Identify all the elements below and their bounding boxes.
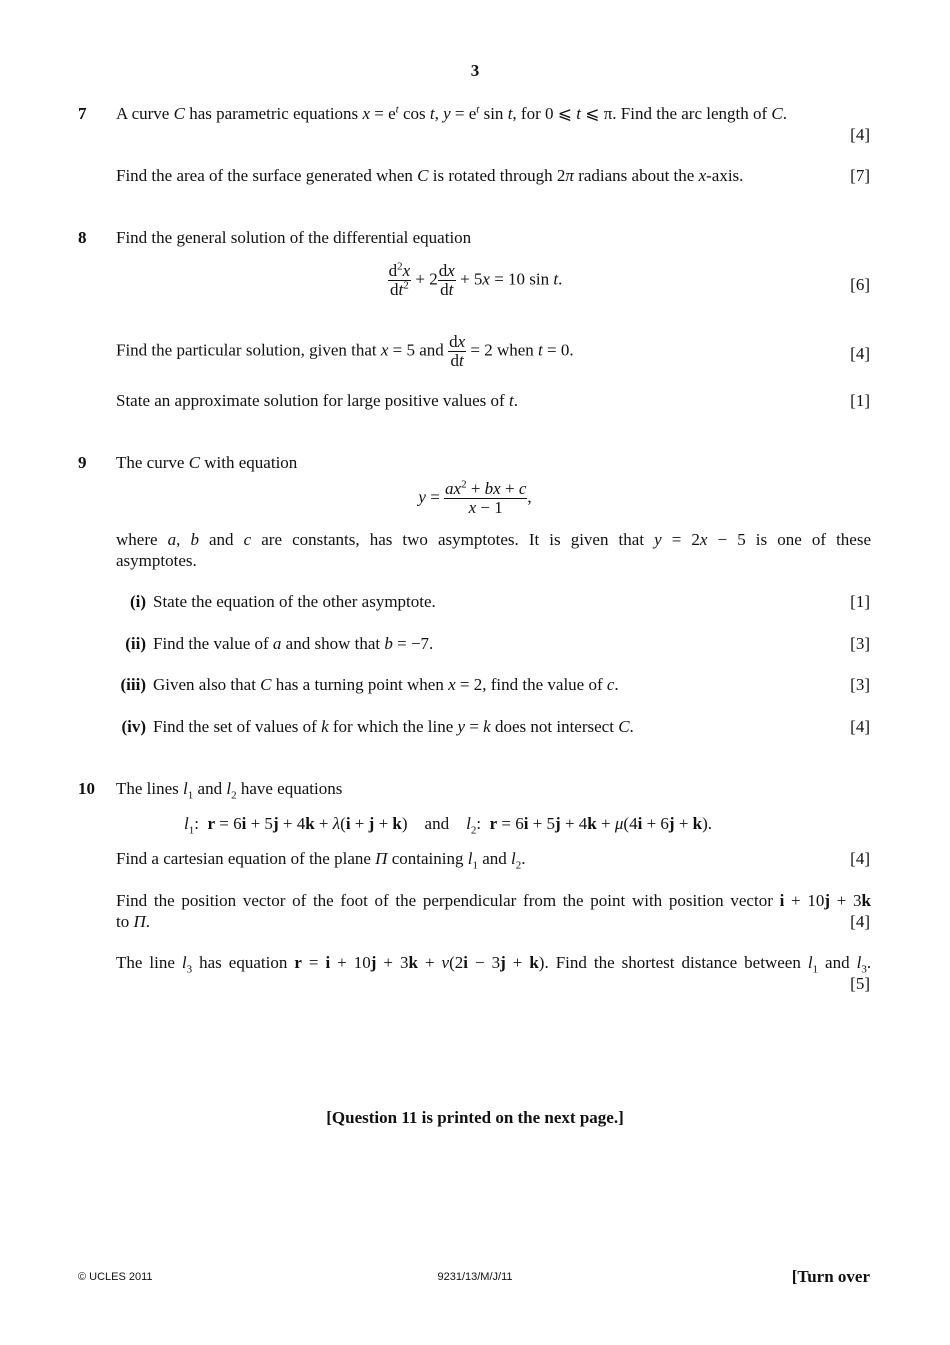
question-10-part2-text: Find the position vector of the foot of the perpendicular from the point with position vector i + 10j + 3k [116, 891, 871, 910]
question-7-part1-text: A curve C has parametric equations $x = e^t$ cos t, $y = e^t$ sin t, for 0 ⩽ t ⩽ π. Find the arc length of C. [116, 103, 788, 123]
question-9-curve-equation: y = $\frac{ax^2 + bx + c}{x - 1}$ , [418, 478, 532, 517]
footer-turn-over: [Turn over [791, 1267, 870, 1286]
question-8-particular-mark: [4] [850, 344, 870, 363]
question-7-part2-text: Find the area of the surface generated when C is rotated through 2π radians about the x-axis. [116, 166, 744, 185]
question-9-part-i: (i) State the equation of the other asymptote. [129, 592, 436, 611]
question-8-intro: Find the general solution of the differential equation [116, 228, 472, 247]
page-number: 3 [470, 61, 480, 80]
question-9-where-line1: where a, b and c are constants, has two asymptotes. It is given that y = 2x − 5 is one of these [116, 530, 871, 549]
question-10-number: 10 [78, 779, 95, 798]
question-9-part-iii-mark: [3] [850, 675, 870, 694]
question-10-part1-text: Find a cartesian equation of the plane Π containing $l_1$ and $l_2$. [116, 849, 526, 872]
question-8-number: 8 [78, 228, 87, 247]
question-8-particular-text: Find the particular solution, given that x = 5 and $\frac{dx}{dt}$ = 2 when t = 0. [116, 332, 574, 370]
question-10-part2-text-line2: to Π. [116, 912, 151, 931]
question-10-line-equations: $l_1$: r = 6i + 5j + 4k + λ(i + j + k) and $l_2$: r = 6i + 5j + 4k + μ(4i + 6j + k). [184, 814, 713, 837]
question-9-part-i-mark: [1] [850, 592, 870, 611]
next-page-notice: [Question 11 is printed on the next page.] [326, 1108, 624, 1127]
question-10-part3-text: The line $l_3$ has equation r = i + 10j + 3k + ν(2i − 3j + k). Find the shortest distance between $l_1$ and $l_3$. [116, 953, 872, 976]
question-7-number: 7 [78, 104, 87, 123]
question-9-part-ii-mark: [3] [850, 634, 870, 653]
question-8-approx-text: State an approximate solution for large positive values of t. [116, 391, 518, 410]
question-9-number: 9 [78, 453, 87, 472]
footer-copyright: © UCLES 2011 [78, 1271, 153, 1283]
question-8-differential-equation: $\frac{d^2x}{dt^2}$ + 2 $\frac{dx}{dt}$ + 5x = 10 sin t. [388, 260, 563, 299]
question-8-equation-mark: [6] [850, 275, 870, 294]
question-9-part-ii: (ii) Find the value of a and show that b = −7. [125, 634, 434, 653]
question-10-part2-mark: [4] [850, 912, 870, 931]
question-9-part-iv-mark: [4] [850, 717, 870, 736]
question-10-part3-mark: [5] [850, 974, 870, 993]
question-10-intro: The lines $l_1$ and $l_2$ have equations [116, 779, 343, 802]
question-9-part-iv: (iv) Find the set of values of k for which the line y = k does not intersect C. [121, 717, 634, 736]
question-7-part2-mark: [7] [850, 166, 870, 185]
question-9-intro: The curve C with equation [116, 453, 298, 472]
footer-paper-code: 9231/13/M/J/11 [437, 1271, 513, 1283]
question-9-where-line2: asymptotes. [116, 551, 197, 570]
question-9-part-iii: (iii) Given also that C has a turning point when x = 2, find the value of c. [120, 675, 619, 694]
question-7-part1-mark: [4] [850, 125, 870, 144]
question-8-approx-mark: [1] [850, 391, 870, 410]
question-10-part1-mark: [4] [850, 849, 870, 868]
